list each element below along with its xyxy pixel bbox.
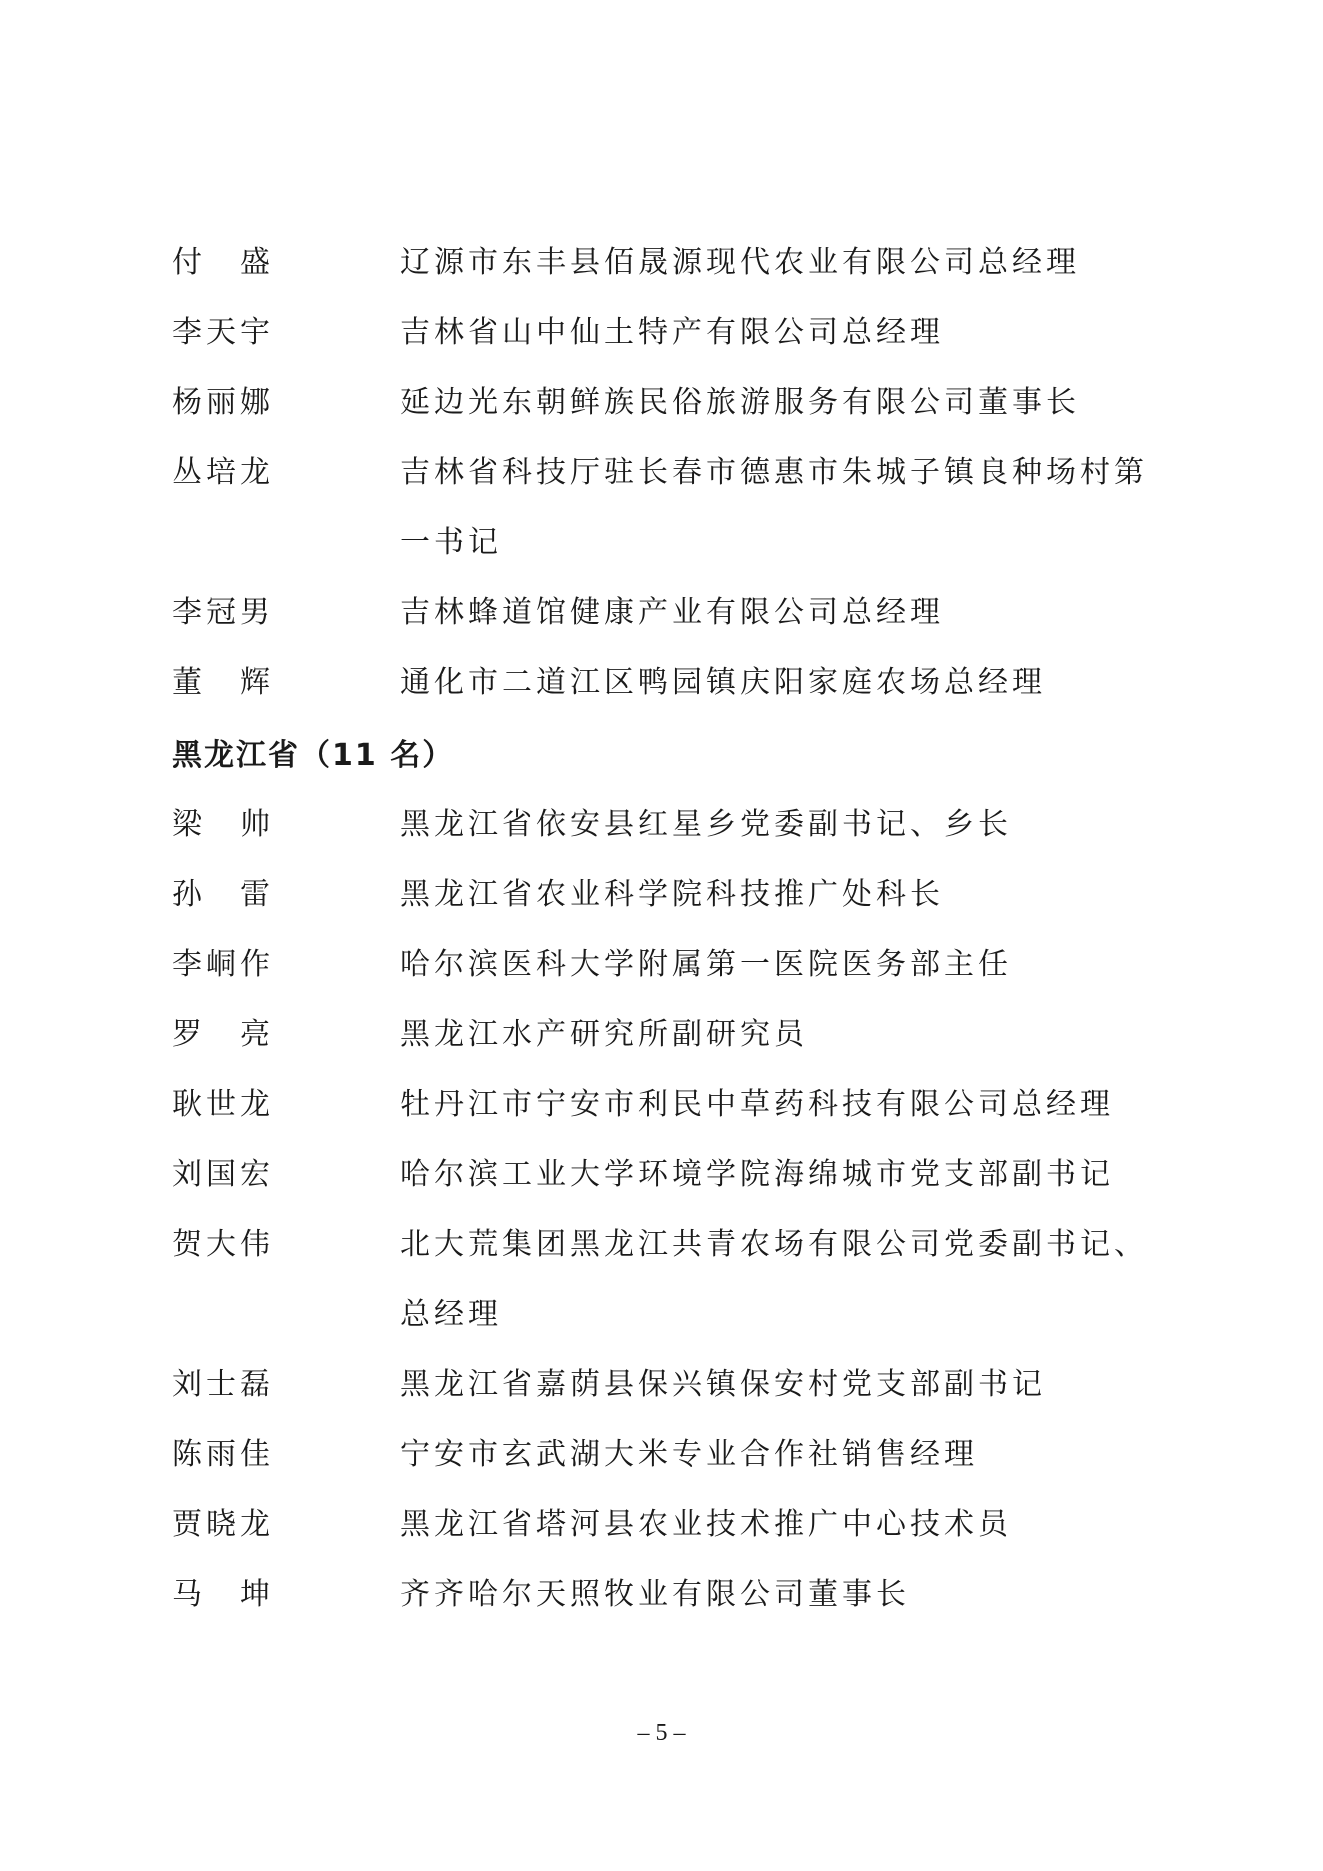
list-entry [172, 1210, 1172, 1350]
list-entry [172, 930, 1172, 1000]
person-name: 李峒作 [172, 947, 274, 982]
person-name: 付 盛 [172, 245, 274, 280]
list-entry [172, 228, 1172, 298]
person-name: 贾晓龙 [172, 1507, 274, 1542]
person-title: 牡丹江市宁安市利民中草药科技有限公司总经理 [400, 1087, 1114, 1122]
person-title: 宁安市玄武湖大米专业合作社销售经理 [400, 1437, 978, 1472]
person-title: 北大荒集团黑龙江共青农场有限公司党委副书记、总经理 [400, 1227, 1148, 1332]
page-number: – 5 – [637, 1720, 686, 1746]
list-entry [172, 368, 1172, 438]
person-name: 杨丽娜 [172, 385, 274, 420]
person-title: 黑龙江省依安县红星乡党委副书记、乡长 [400, 807, 1012, 842]
person-name: 孙 雷 [172, 877, 274, 912]
person-title: 哈尔滨医科大学附属第一医院医务部主任 [400, 947, 1012, 982]
name-list [172, 228, 1172, 1630]
list-entry [172, 1490, 1172, 1560]
person-name: 马 坤 [172, 1577, 274, 1612]
list-entry [172, 1070, 1172, 1140]
person-name: 罗 亮 [172, 1017, 274, 1052]
person-title: 吉林省山中仙土特产有限公司总经理 [400, 315, 944, 350]
person-title: 吉林蜂道馆健康产业有限公司总经理 [400, 595, 944, 630]
list-entry [172, 578, 1172, 648]
person-title: 通化市二道江区鸭园镇庆阳家庭农场总经理 [400, 665, 1046, 700]
person-name: 梁 帅 [172, 807, 274, 842]
person-name: 刘国宏 [172, 1157, 274, 1192]
list-entry [172, 648, 1172, 718]
list-entry [172, 298, 1172, 368]
list-entry [172, 1350, 1172, 1420]
list-entry [172, 438, 1172, 578]
person-name: 李冠男 [172, 595, 274, 630]
person-name: 贺大伟 [172, 1227, 274, 1262]
person-name: 董 辉 [172, 665, 274, 700]
person-name: 丛培龙 [172, 455, 274, 490]
list-entry [172, 1000, 1172, 1070]
person-name: 陈雨佳 [172, 1437, 274, 1472]
person-title: 黑龙江省塔河县农业技术推广中心技术员 [400, 1507, 1012, 1542]
person-name: 李天宇 [172, 315, 274, 350]
list-entry [172, 1420, 1172, 1490]
section-heading: 黑龙江省（11 名） [172, 738, 455, 773]
list-entry [172, 1140, 1172, 1210]
person-title: 延边光东朝鲜族民俗旅游服务有限公司董事长 [400, 385, 1080, 420]
person-title: 吉林省科技厅驻长春市德惠市朱城子镇良种场村第一书记 [400, 455, 1148, 560]
person-title: 齐齐哈尔天照牧业有限公司董事长 [400, 1577, 910, 1612]
person-name: 耿世龙 [172, 1087, 274, 1122]
list-entry [172, 790, 1172, 860]
list-entry [172, 860, 1172, 930]
person-title: 哈尔滨工业大学环境学院海绵城市党支部副书记 [400, 1157, 1114, 1192]
list-entry [172, 1560, 1172, 1630]
person-name: 刘士磊 [172, 1367, 274, 1402]
person-title: 黑龙江省农业科学院科技推广处科长 [400, 877, 944, 912]
person-title: 辽源市东丰县佰晟源现代农业有限公司总经理 [400, 245, 1080, 280]
person-title: 黑龙江省嘉荫县保兴镇保安村党支部副书记 [400, 1367, 1046, 1402]
person-title: 黑龙江水产研究所副研究员 [400, 1017, 808, 1052]
